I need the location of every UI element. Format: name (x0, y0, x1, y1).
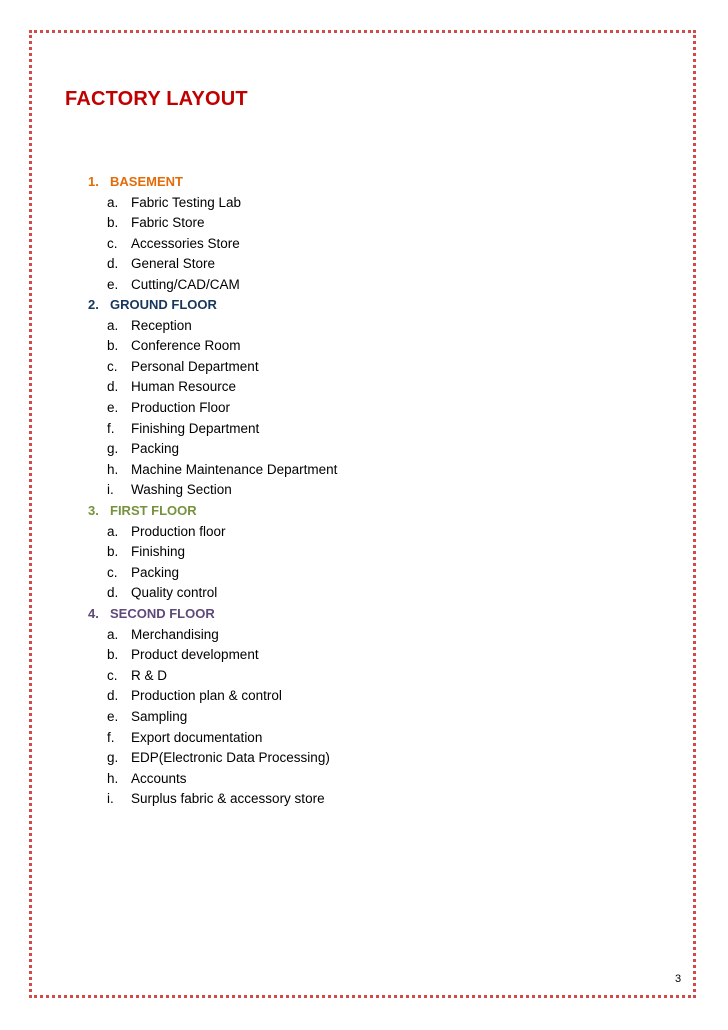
item-letter: h. (107, 461, 119, 477)
item-letter: b. (107, 544, 119, 560)
list-item (88, 688, 330, 709)
item-label: Sampling (131, 708, 188, 724)
item-label: Fabric Store (131, 215, 205, 231)
item-label: Product development (131, 647, 259, 663)
item-label: Finishing (131, 544, 186, 560)
list-item (88, 668, 330, 689)
section-number: 1. (88, 174, 99, 189)
item-letter: b. (107, 647, 119, 663)
section-heading (88, 606, 330, 627)
list-item (88, 195, 241, 216)
list-item (88, 277, 241, 298)
section-basement (88, 174, 241, 298)
section-heading (88, 174, 241, 195)
section-number: 4. (88, 606, 99, 621)
section-title: BASEMENT (110, 174, 183, 189)
section-title: GROUND FLOOR (110, 297, 217, 312)
section-ground-floor (88, 297, 337, 503)
item-letter: i. (107, 791, 114, 807)
list-item (88, 771, 330, 792)
item-list (88, 195, 241, 298)
item-label: EDP(Electronic Data Processing) (131, 750, 330, 766)
list-item (88, 215, 241, 236)
item-letter: c. (107, 564, 118, 580)
item-letter: e. (107, 276, 119, 292)
list-item (88, 524, 226, 545)
section-title: SECOND FLOOR (110, 606, 215, 621)
section-title: FIRST FLOOR (110, 503, 197, 518)
item-label: Finishing Department (131, 420, 260, 436)
item-letter: a. (107, 523, 119, 539)
list-item (88, 627, 330, 648)
page-number: 3 (675, 973, 682, 985)
item-letter: d. (107, 585, 119, 601)
item-label: Personal Department (131, 358, 259, 374)
list-item (88, 256, 241, 277)
item-letter: d. (107, 379, 119, 395)
section-first-floor (88, 503, 226, 606)
list-item (88, 750, 330, 771)
item-label: Surplus fabric & accessory store (131, 791, 325, 807)
item-letter: c. (107, 235, 118, 251)
item-label: Machine Maintenance Department (131, 461, 338, 477)
item-label: Reception (131, 317, 192, 333)
list-item (88, 462, 337, 483)
item-letter: i. (107, 482, 114, 498)
item-label: R & D (131, 667, 168, 683)
list-item (88, 730, 330, 751)
item-label: Cutting/CAD/CAM (131, 276, 240, 292)
item-letter: a. (107, 317, 119, 333)
item-label: Packing (131, 441, 180, 457)
list-item (88, 318, 337, 339)
item-letter: c. (107, 358, 118, 374)
item-letter: g. (107, 441, 119, 457)
section-second-floor (88, 606, 330, 812)
list-item (88, 441, 337, 462)
item-letter: a. (107, 194, 119, 210)
item-label: Packing (131, 564, 180, 580)
section-heading (88, 297, 337, 318)
item-label: Human Resource (131, 379, 237, 395)
item-letter: b. (107, 215, 119, 231)
item-label: Fabric Testing Lab (131, 194, 242, 210)
item-label: Accounts (131, 770, 187, 786)
item-letter: a. (107, 626, 119, 642)
item-letter: f. (107, 420, 115, 436)
item-list (88, 524, 226, 606)
item-label: Merchandising (131, 626, 219, 642)
list-item (88, 544, 226, 565)
item-letter: c. (107, 667, 118, 683)
item-label: Export documentation (131, 729, 263, 745)
list-item (88, 647, 330, 668)
item-label: Production Floor (131, 399, 231, 415)
section-heading (88, 503, 226, 524)
list-item (88, 400, 337, 421)
item-label: Accessories Store (131, 235, 240, 251)
list-item (88, 585, 226, 606)
item-label: Washing Section (131, 482, 232, 498)
item-list (88, 627, 330, 812)
list-item (88, 565, 226, 586)
item-letter: f. (107, 729, 115, 745)
list-item (88, 338, 337, 359)
list-item (88, 236, 241, 257)
item-letter: e. (107, 708, 119, 724)
list-item (88, 421, 337, 442)
item-letter: b. (107, 338, 119, 354)
list-item (88, 482, 337, 503)
item-label: Production plan & control (131, 688, 282, 704)
section-number: 3. (88, 503, 99, 518)
item-label: Quality control (131, 585, 218, 601)
list-item (88, 379, 337, 400)
item-letter: d. (107, 688, 119, 704)
list-item (88, 359, 337, 380)
page-title: FACTORY LAYOUT (65, 88, 248, 110)
item-letter: h. (107, 770, 119, 786)
list-item (88, 709, 330, 730)
item-label: Conference Room (131, 338, 241, 354)
item-letter: e. (107, 399, 119, 415)
item-letter: d. (107, 256, 119, 272)
item-label: Production floor (131, 523, 226, 539)
section-number: 2. (88, 297, 99, 312)
list-item (88, 791, 330, 812)
item-letter: g. (107, 750, 119, 766)
item-list (88, 318, 337, 503)
item-label: General Store (131, 256, 216, 272)
